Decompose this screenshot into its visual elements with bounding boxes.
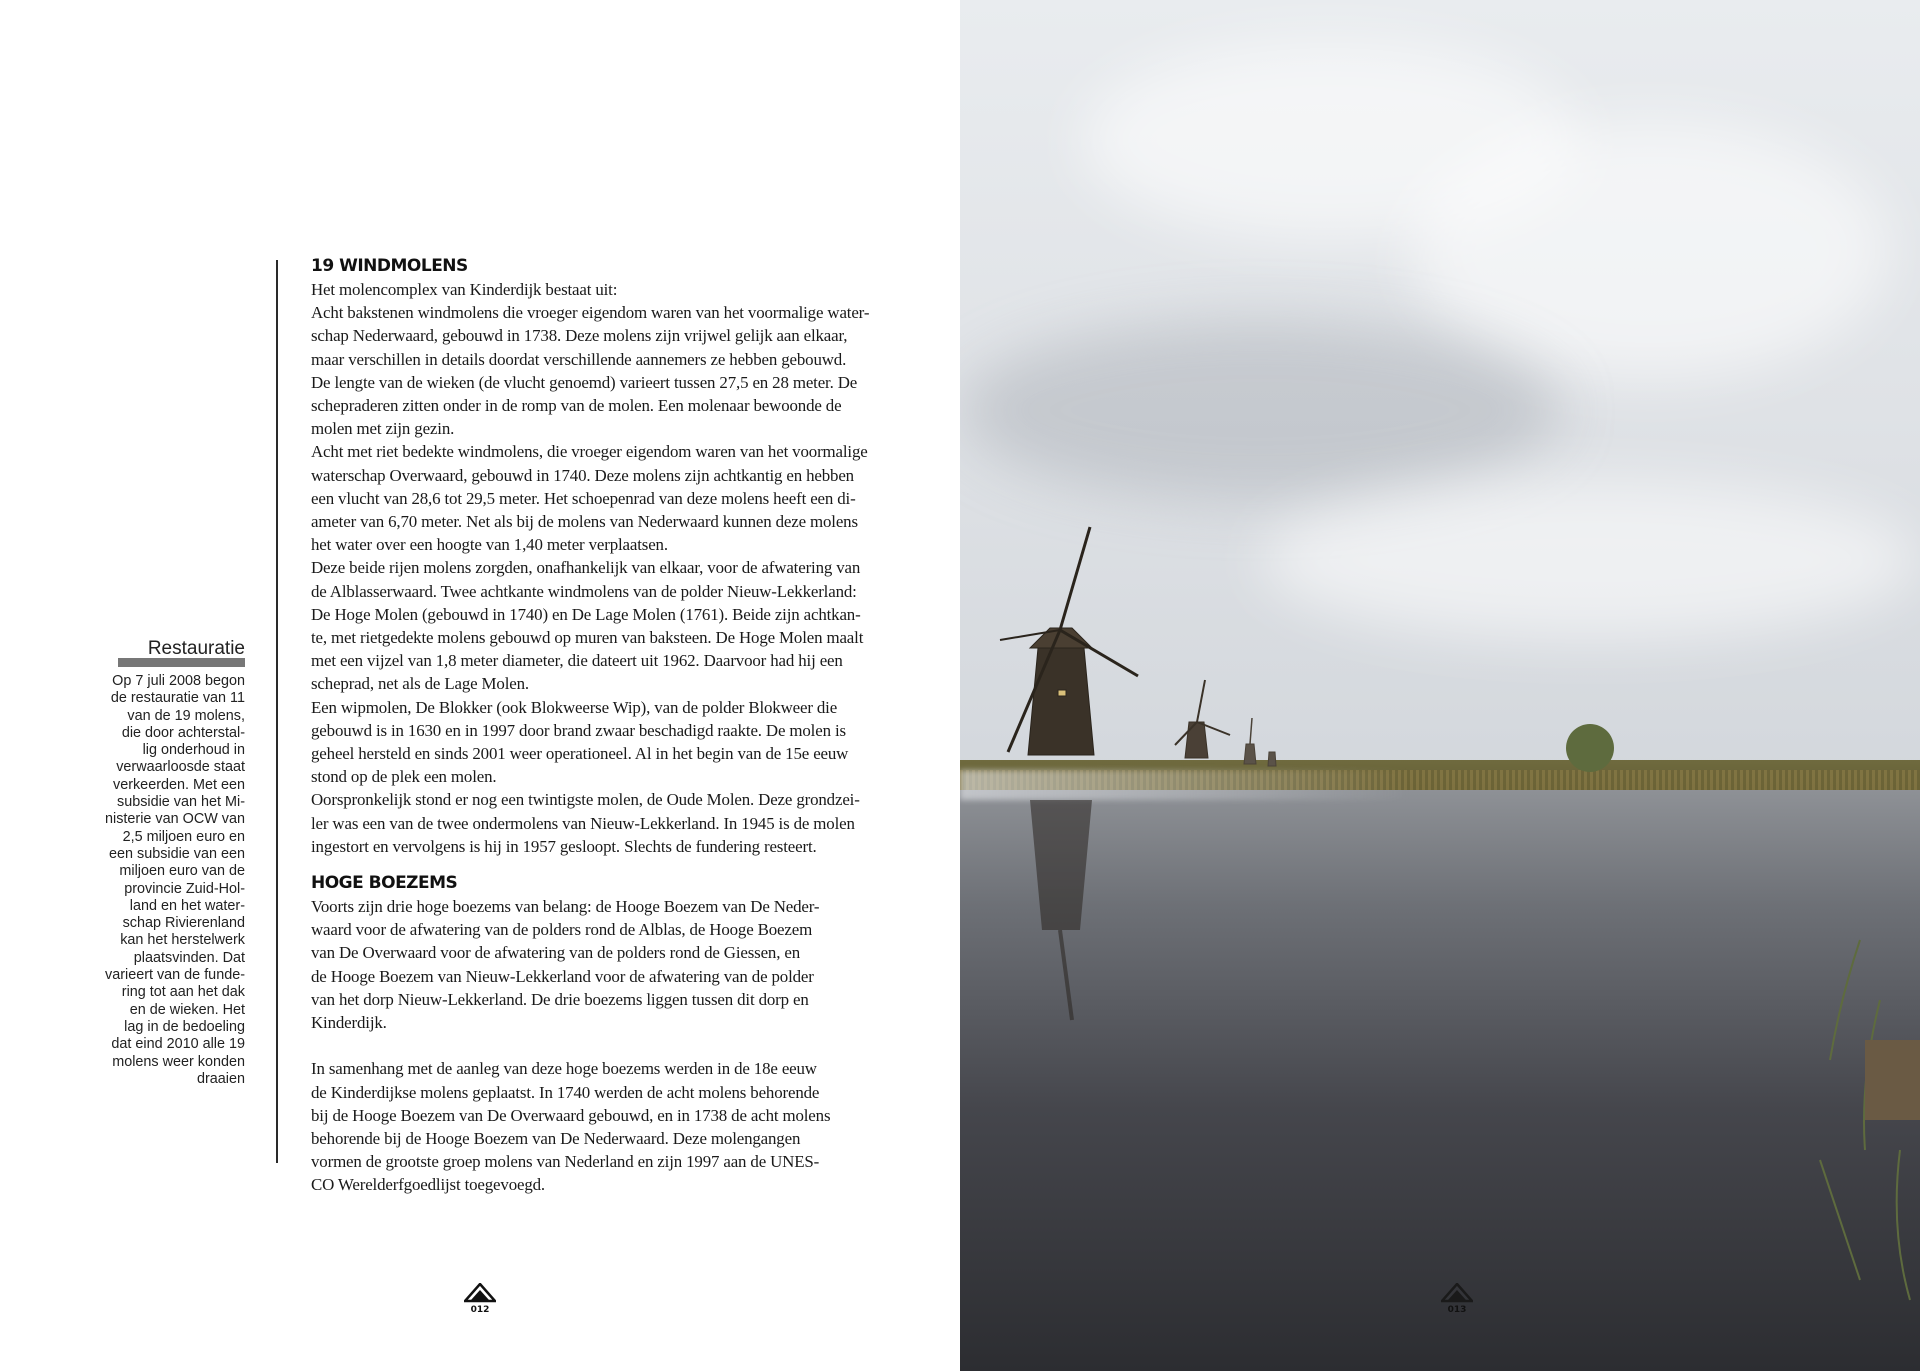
sidebar-title: Restauratie (118, 640, 245, 667)
text-line: met een vijzel van 1,8 meter diameter, die dateert uit 1962. Daarvoor had hij een (311, 651, 843, 671)
text-line: provincie Zuid-Hol- (124, 880, 245, 897)
text-line: maar verschillen in details doordat verschillende aannemers ze hebben gebouwd. (311, 349, 847, 369)
text-line: van De Overwaard voor de afwatering van de polders rond de Giessen, en (311, 943, 800, 963)
text-line: subsidie van het Mi- (117, 794, 245, 811)
text-line: land en het water- (129, 897, 245, 914)
text-line: 2,5 miljoen euro en (122, 828, 245, 845)
text-line: Een wipmolen, De Blokker (ook Blokweerse Wip), van de polder Blokweer die (311, 697, 838, 717)
main-column (311, 254, 916, 1197)
text-line: schepraderen zitten onder in de romp van de molen. Een molenaar bewoonde de (311, 396, 842, 416)
text-line: De lengte van de wieken (de vlucht genoemd) varieert tussen 27,5 en 28 meter. De (311, 372, 858, 392)
text-line: plaatsvinden. Dat (133, 949, 245, 966)
sidebar-restauratie (80, 640, 245, 1088)
text-line: Oorspronkelijk stond er nog een twintigste molen, de Oude Molen. Deze grondzei- (311, 790, 860, 810)
text-line: vormen de grootste groep molens van Nederland en zijn 1997 aan de UNES- (311, 1152, 820, 1172)
text-line: miljoen euro van de (119, 863, 245, 880)
text-line: te, met rietgedekte molens gebouwd op muren van baksteen. De Hoge Molen maalt (311, 628, 864, 648)
text-line: scheprad, net als de Lage Molen. (311, 674, 529, 694)
text-line: een vlucht van 28,6 tot 29,5 meter. Het schoepenrad van deze molens heeft een di- (311, 488, 856, 508)
text-line: Deze beide rijen molens zorgden, onafhankelijk van elkaar, voor de afwatering van (311, 558, 861, 578)
text-line: het water over een hoogte van 1,40 meter verplaatsen. (311, 535, 668, 555)
text-line: de Alblasserwaard. Twee achtkante windmolens van de polder Nieuw-Lekkerland: (311, 581, 857, 601)
section-body-boezems-para2 (311, 1057, 916, 1196)
columbus-logo-icon (464, 1283, 496, 1305)
text-line: Op 7 juli 2008 begon (112, 673, 245, 689)
sidebar-text (80, 673, 245, 1088)
text-line: een subsidie van een (108, 845, 245, 862)
text-line: Het molencomplex van Kinderdijk bestaat uit: (311, 280, 618, 299)
text-line: geheel hersteld en sinds 2001 weer operationeel. Al in het begin van de 15e eeuw (311, 744, 849, 764)
text-line: ler was een van de twee ondermolens van Nieuw-Lekkerland. In 1945 is de molen (311, 813, 855, 833)
text-line: de Kinderdijkse molens geplaatst. In 1740 werden de acht molens behorende (311, 1082, 820, 1102)
text-line: draaien (196, 1070, 245, 1087)
section-body-windmolens (311, 278, 916, 858)
text-line: lag in de bedoeling (124, 1018, 245, 1035)
text-line: de restauratie van 11 (110, 690, 245, 707)
text-line: CO Werelderfgoedlijst toegevoegd. (311, 1175, 546, 1195)
section-heading-windmolens: 19 WINDMOLENS (311, 256, 468, 276)
text-line: Acht bakstenen windmolens die vroeger eigendom waren van het voormalige water- (311, 303, 870, 323)
text-line: ameter van 6,70 meter. Net als bij de molens van Nederwaard kunnen deze molens (311, 512, 858, 532)
text-line: schap Rivierenland (122, 915, 245, 932)
text-line: stond op de plek een molen. (311, 767, 497, 787)
text-line: lig onderhoud in (142, 742, 245, 759)
vertical-rule (276, 260, 278, 1163)
text-line: van de 19 molens, (127, 707, 245, 724)
text-line: en de wieken. Het (129, 1001, 245, 1018)
text-line: Voorts zijn drie hoge boezems van belang: de Hooge Boezem van De Neder- (311, 897, 820, 917)
text-line: varieert van de funde- (105, 967, 245, 984)
text-line: van het dorp Nieuw-Lekkerland. De drie boezems liggen tussen dit dorp en (311, 989, 809, 1009)
text-line: schap Nederwaard, gebouwd in 1738. Deze molens zijn vrijwel gelijk aan elkaar, (311, 326, 848, 346)
columbus-logo-icon (1441, 1283, 1473, 1305)
text-line: gebouwd is in 1630 en in 1997 door brand zwaar beschadigd raakte. De molen is (311, 720, 846, 740)
windmills-icon (960, 0, 1920, 1371)
section-body-boezems-para1 (311, 895, 916, 1034)
text-line: In samenhang met de aanleg van deze hoge boezems werden in de 18e eeuw (311, 1059, 817, 1079)
text-line: Kinderdijk. (311, 1013, 387, 1033)
text-line: Acht met riet bedekte windmolens, die vroeger eigendom waren van het voormalige (311, 442, 868, 462)
page-number-left: 012 (470, 1305, 490, 1315)
text-line: molen met zijn gezin. (311, 419, 455, 439)
text-line: bij de Hooge Boezem van De Overwaard gebouwd, en in 1738 de acht molens (311, 1105, 831, 1125)
section-heading-hoge-boezems: HOGE BOEZEMS (311, 873, 458, 894)
text-line: behorende bij de Hooge Boezem van De Nederwaard. Deze molengangen (311, 1128, 801, 1148)
text-line: dat eind 2010 alle 19 (111, 1036, 245, 1053)
text-line: kan het herstelwerk (120, 932, 245, 949)
photo-windmill-landscape (960, 0, 1920, 1371)
text-line: nisterie van OCW van (105, 811, 245, 828)
text-line: verkeerden. Met een (113, 776, 245, 793)
text-line: die door achterstal- (121, 724, 245, 741)
page-marker-right (1437, 1283, 1477, 1315)
page-marker-left (460, 1283, 500, 1315)
text-line: ring tot aan het dak (121, 984, 245, 1001)
text-line: molens weer konden (112, 1053, 245, 1070)
text-line: waterschap Overwaard, gebouwd in 1740. Deze molens zijn achtkantig en hebben (311, 465, 854, 485)
text-line: ingestort en vervolgens is hij in 1957 gesloopt. Slechts de fundering resteert. (311, 836, 817, 856)
text-line: verwaarloosde staat (116, 759, 245, 776)
text-line: de Hooge Boezem van Nieuw-Lekkerland voor de afwatering van de polder (311, 966, 814, 986)
text-line: waard voor de afwatering van de polders rond de Alblas, de Hooge Boezem (311, 920, 813, 940)
page-number-right: 013 (1447, 1305, 1467, 1315)
text-line: De Hoge Molen (gebouwd in 1740) en De Lage Molen (1761). Beide zijn achtkan- (311, 604, 861, 624)
